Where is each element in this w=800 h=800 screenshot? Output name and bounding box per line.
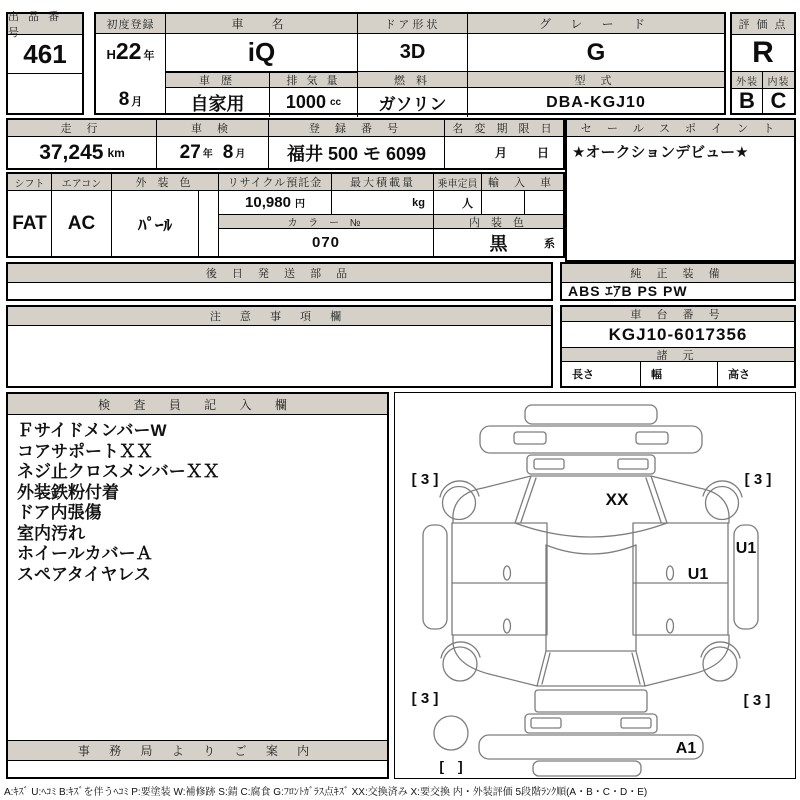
inspection-value [157, 137, 269, 168]
inspector-note-line: 室内汚れ [17, 523, 85, 543]
windshield [515, 476, 667, 537]
door-handle-left-rear [504, 619, 511, 633]
chassis-value: KGJ10-6017356 [562, 322, 794, 348]
office-label: 事 務 局 よ り ご 案 内 [8, 740, 387, 761]
spec-length-label: 長さ [562, 362, 641, 386]
registration-number-label: 登 録 番 号 [269, 120, 445, 137]
shift-color-band [6, 172, 565, 258]
exterior-color-swatch-cell [199, 191, 219, 256]
door-panel-left [452, 523, 547, 635]
inspection-year-suffix: 年 [202, 149, 213, 160]
taillight-strip [525, 714, 657, 733]
c-pillar-right [632, 653, 640, 684]
capacity-label: 乗車定員 [434, 174, 482, 191]
exterior-color-label: 外 装 色 [112, 174, 219, 191]
caution-box [6, 305, 553, 388]
color-no-value: 070 [219, 229, 434, 256]
taillight-right [621, 718, 651, 728]
specs-label: 諸 元 [562, 348, 794, 362]
door-shape-label: ドア形状 [358, 14, 468, 34]
color-no-label: カ ラ ー № [219, 215, 434, 229]
max-load-label: 最大積載量 [332, 174, 434, 191]
recycle-deposit-value [219, 191, 332, 215]
taillight-left [531, 718, 561, 728]
footer-legend: A:ｷｽﾞ U:ﾍｺﾐ B:ｷｽﾞを伴うﾍｺﾐ P:要塗装 W:補修跡 S:錆 C:腐食 G:ﾌﾛﾝﾄｶﾞﾗｽ点ｷｽﾞ XX:交換済み X:要交換 内・外装評価 5段階ﾗﾝｸ順(A・B・C・D・E) [4, 787, 648, 798]
headlight-right [618, 459, 648, 469]
auction-number-box [6, 12, 84, 115]
first-reg-month-suffix: 月 [131, 96, 143, 108]
wheel-mark-rear-left: [ 3 ] [411, 690, 439, 707]
chassis-box [560, 305, 796, 388]
first-registration-label: 初度登録 [96, 14, 166, 34]
inspector-box [6, 392, 389, 779]
first-reg-month: 8 [118, 89, 130, 110]
spare-tire [434, 716, 468, 750]
inspector-note-line: ドア内張傷 [17, 503, 102, 522]
shift-label: シフト [8, 174, 52, 191]
headlight-left [534, 459, 564, 469]
spec-height-label: 高さ [728, 369, 750, 381]
aircon-value: AC [52, 191, 112, 256]
panel-right-mark: U1 [735, 540, 757, 557]
rename-day: 日 [536, 146, 549, 160]
sales-point-box [565, 118, 796, 262]
displacement-unit: cc [329, 97, 342, 108]
mileage-unit: km [107, 145, 125, 160]
inspector-note-line: コアサポートＸＸ [17, 441, 153, 461]
history-value: 自家用 [166, 88, 270, 117]
inspection-year: 27 [179, 141, 201, 163]
windshield-mark: XX [605, 490, 629, 509]
first-reg-year-suffix: 年 [143, 50, 155, 62]
door-handle-right-rear [667, 619, 674, 633]
interior-color-name: 黒 [489, 233, 508, 254]
car-diagram [395, 393, 795, 778]
recycle-unit: 円 [294, 199, 305, 210]
spare-tire-mark: [ ] [439, 758, 463, 774]
main-info-grid [94, 12, 726, 115]
chassis-label: 車 台 番 号 [562, 307, 794, 322]
exterior-grade-value: B [732, 89, 763, 113]
displacement-label: 排 気 量 [270, 72, 358, 88]
mileage-value [8, 137, 157, 168]
c-pillar-left [542, 653, 550, 684]
rear-window [537, 651, 645, 686]
mileage-registration-band [6, 118, 565, 170]
door-handle-left-front [504, 566, 511, 580]
score-label: 評 価 点 [732, 14, 794, 35]
wheel-mark-front-left: [ 3 ] [411, 471, 439, 488]
score-value: R [732, 35, 794, 72]
rename-deadline-label: 名 変 期 限 日 [445, 120, 563, 137]
inspection-label: 車 検 [157, 120, 269, 137]
later-parts-box [6, 262, 553, 301]
import-cell-2 [525, 191, 563, 215]
equipment-box [560, 262, 796, 301]
car-diagram-box [394, 392, 796, 779]
wheel-front-left [443, 487, 476, 520]
wheel-mark-front-right: [ 3 ] [744, 471, 772, 488]
recycle-amount: 10,980 [245, 194, 291, 211]
fuel-value: ガソリン [358, 88, 468, 117]
capacity-value: 人 [434, 191, 482, 215]
wheel-front-right [706, 487, 739, 520]
exterior-grade-label: 外装 [732, 72, 763, 89]
fuel-label: 燃 料 [358, 72, 468, 88]
mileage-label: 走 行 [8, 120, 157, 137]
caution-label: 注 意 事 項 欄 [8, 307, 551, 326]
interior-color-label: 内 装 色 [434, 215, 563, 229]
rear-hatch [535, 690, 647, 712]
rear-lower-panel [533, 761, 641, 776]
registration-number-value: 福井 500 モ 6099 [269, 137, 445, 168]
grade-label: グ レ ー ド [468, 14, 724, 34]
auction-number-value: 461 [8, 35, 82, 74]
interior-grade-value: C [770, 88, 787, 113]
wheel-rear-right [703, 647, 737, 681]
front-fender-right [651, 476, 729, 523]
front-bumper-light-right [636, 432, 668, 444]
front-roof-panel [525, 405, 657, 424]
rear-bumper [479, 735, 703, 759]
first-reg-era: H [106, 47, 116, 62]
interior-color-suffix: 系 [544, 237, 555, 250]
side-sill-left [423, 525, 447, 629]
exterior-color-value: ﾊﾟｰﾙ [112, 191, 199, 256]
aircon-label: エアコン [52, 174, 112, 191]
inspector-label: 検 査 員 記 入 欄 [8, 394, 387, 415]
inspector-note-line: ホイールカバーＡ [17, 544, 153, 563]
equipment-value: ABS ｴｱB PS PW [568, 283, 688, 299]
inspection-month: 8 [222, 141, 234, 163]
front-fender-left [453, 476, 531, 523]
front-bumper-light-left [514, 432, 546, 444]
displacement-value [270, 88, 358, 117]
wheel-mark-rear-right: [ 3 ] [743, 692, 771, 709]
inspector-note-line: ＦサイドメンバーW [17, 421, 167, 440]
door-right-mark: U1 [687, 566, 709, 583]
door-shape-value: 3D [358, 34, 468, 72]
max-load-value: kg [332, 191, 434, 215]
equipment-label: 純 正 装 備 [562, 264, 794, 283]
mileage-number: 37,245 [39, 140, 104, 164]
later-parts-label: 後 日 発 送 部 品 [8, 264, 551, 283]
wheel-rear-left [443, 647, 477, 681]
rename-month: 月 [495, 146, 508, 160]
car-name-label: 車 名 [166, 14, 358, 34]
car-name-value: iQ [166, 34, 358, 72]
shift-value: FAT [8, 191, 52, 256]
import-label: 輸 入 車 [482, 174, 563, 191]
first-registration-value [96, 34, 166, 113]
inspector-note-line: スペアタイヤレス [17, 564, 151, 584]
sales-point-label: セ ー ル ス ポ イ ン ト [567, 120, 794, 137]
rename-deadline-value [445, 137, 563, 168]
grade-value: G [468, 34, 724, 72]
door-handle-right-front [667, 566, 674, 580]
spec-width-label: 幅 [641, 362, 718, 386]
sales-point-text: ★オークションデビュー★ [572, 144, 749, 161]
score-box [730, 12, 796, 115]
displacement-number: 1000 [285, 92, 326, 112]
rear-bumper-mark: A1 [675, 740, 697, 757]
recycle-deposit-label: リサイクル預託金 [219, 174, 332, 191]
model-value: DBA-KGJ10 [546, 93, 646, 111]
inspection-month-suffix: 月 [235, 149, 246, 160]
front-grille [527, 455, 655, 474]
interior-grade-label: 内装 [763, 72, 794, 89]
model-label: 型 式 [468, 72, 724, 88]
door-panel-right [633, 523, 728, 635]
front-bumper [480, 426, 702, 453]
interior-color-value [434, 229, 563, 256]
roof-front-arc [546, 545, 636, 554]
first-reg-year: 22 [115, 38, 142, 64]
auction-number-label: 出 品 番 号 [8, 14, 82, 35]
import-cell-1 [482, 191, 525, 215]
inspector-note-line: ネジ止クロスメンバーＸＸ [17, 462, 220, 481]
inspector-notes [17, 421, 379, 585]
history-label: 車 歴 [166, 72, 270, 88]
inspector-note-line: 外装鉄粉付着 [17, 482, 119, 502]
